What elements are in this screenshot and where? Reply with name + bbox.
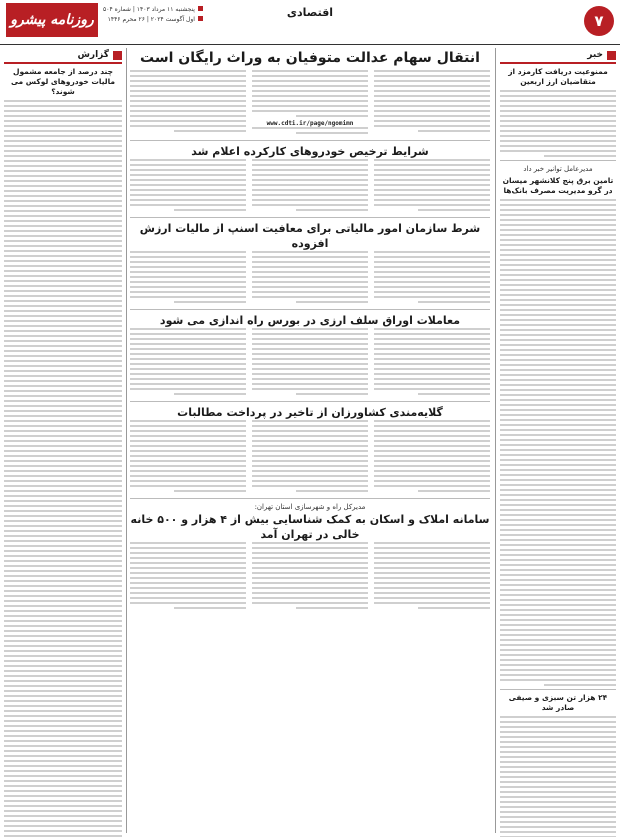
news-item-title: ۲۴ هزار تن سبزی و صیفی صادر شد [508,693,608,712]
headline-car-clearance: شرایط ترخیص خودروهای کارکرده اعلام شد [191,145,429,158]
headline-snapp-tax: شرط سازمان امور مالیاتی برای معافیت اسنپ از مالیات ارزش افزوده [139,222,481,250]
news-item-title: ممنوعیت دریافت کارمزد از متقاضیان ارز اربعین [508,67,608,86]
news-item-kicker: مدیرعامل توانیر خبر داد [523,165,593,173]
issue-line-1: پنجشنبه ۱۱ مرداد ۱۴۰۳ | شماره ۵۰۴ [103,6,195,13]
headline-farmers: گلایه‌مندی کشاورزان از تاخیر در پرداخت مطالبات [177,406,443,419]
article-url: www.cdti.ir/page/ngomimn [266,120,354,127]
section-title: اقتصادی [286,6,334,19]
article-body [500,199,616,686]
page-number: ۷ [584,6,614,36]
newspaper-logo: روزنامه پیشرو [6,3,98,37]
article-body [500,716,616,837]
page-header [0,0,620,45]
news-item-title: تامین برق پنج کلانشهر میسان در گرو مدیریت مصرف بانک‌ها [502,176,614,195]
headline-currency-bonds: معاملات اوراق سلف ارزی در بورس راه اندازی می شود [159,314,461,327]
article-body [500,90,616,157]
headline-inheritance-shares: انتقال سهام عدالت متوفیان به وراث رایگان است [140,50,480,66]
square-marker-icon [607,51,616,60]
report-title: چند درصد از جامعه مشمول مالیات خودروهای لوکس می شوند؟ [10,67,116,96]
square-marker-icon [113,51,122,60]
headline-empty-houses: سامانه املاک و اسکان به کمک شناسایی بیش از ۴ هزار و ۵۰۰ خانه خالی در تهران آمد [130,513,490,541]
main-articles [130,48,490,833]
news-column [495,48,616,833]
issue-info [103,5,203,25]
housing-kicker: مدیرکل راه و شهرسازی استان تهران: [254,503,366,511]
article-body [4,100,122,837]
news-tag: خبر [500,48,616,64]
report-column [4,48,127,833]
report-tag: گزارش [4,48,122,64]
issue-line-2: اول آگوست ۲۰۲۴ | ۲۶ محرم ۱۴۴۶ [107,16,195,23]
